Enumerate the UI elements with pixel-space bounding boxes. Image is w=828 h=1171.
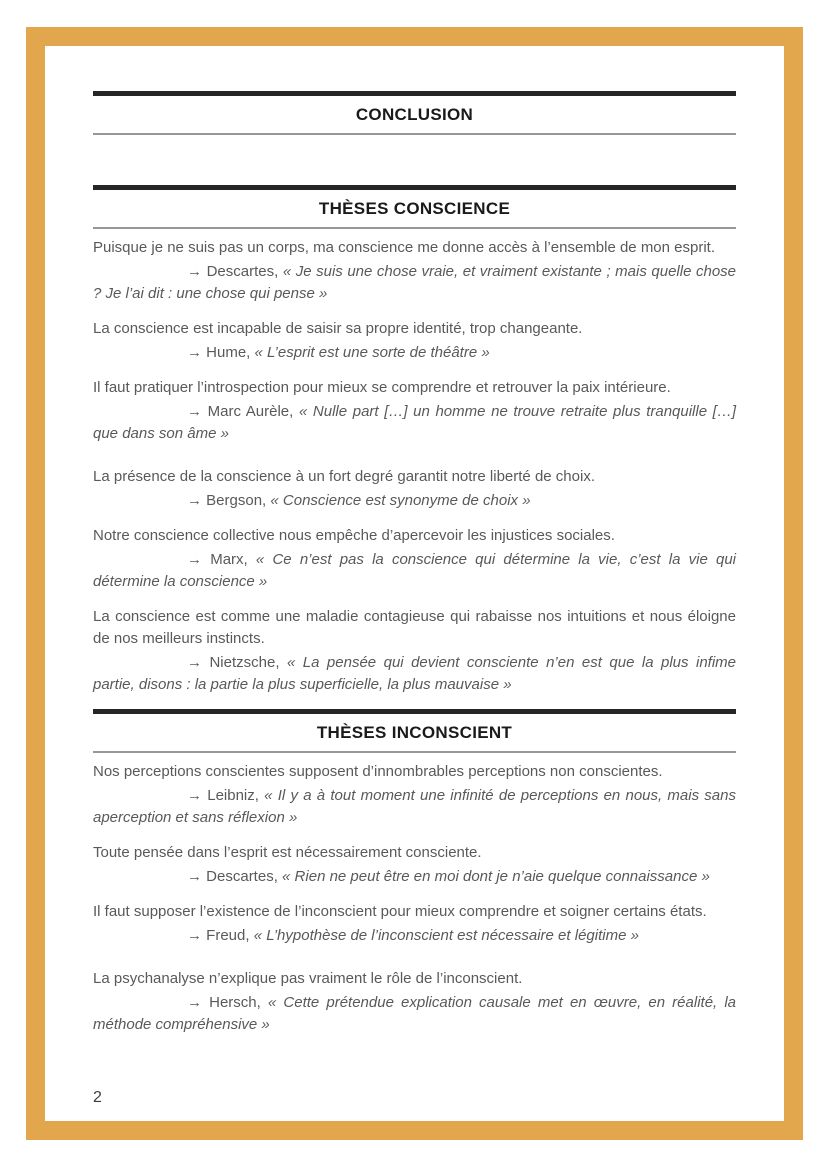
thesis <box>93 761 736 829</box>
page-number: 2 <box>93 1089 102 1106</box>
thesis-statement: Il faut supposer l’existence de l’inconscient pour mieux comprendre et soigner certains états. <box>93 903 707 920</box>
thesis <box>93 842 736 888</box>
thesis-quote-line <box>93 401 736 445</box>
page-title: CONCLUSION <box>355 105 474 124</box>
philosopher-name: Bergson, <box>206 492 267 509</box>
philosopher-name: Nietzsche, <box>209 654 280 671</box>
arrow-icon: → <box>187 492 202 509</box>
thesis-statement: Il faut pratiquer l’introspection pour mieux se comprendre et retrouver la paix intérieure. <box>93 379 671 396</box>
section-header-conclusion <box>93 91 736 135</box>
theses-conscience <box>93 237 736 696</box>
quote-text: « Ce n’est pas la conscience qui détermine la vie, c’est la vie qui détermine la conscience » <box>93 551 736 590</box>
arrow-icon: → <box>187 344 202 361</box>
philosopher-name: Hersch, <box>209 994 261 1011</box>
thesis-quote-line <box>93 992 736 1036</box>
arrow-icon: → <box>187 868 202 885</box>
arrow-icon: → <box>187 994 202 1011</box>
section-title-conscience: THÈSES CONSCIENCE <box>318 199 511 218</box>
thesis-quote-line <box>93 490 736 512</box>
quote-text: « L’hypothèse de l’inconscient est nécessaire et légitime » <box>253 927 639 944</box>
thesis-quote-line <box>93 652 736 696</box>
thesis-quote-line <box>93 342 736 364</box>
arrow-icon: → <box>187 551 202 568</box>
arrow-icon: → <box>187 787 202 804</box>
thesis <box>93 901 736 947</box>
page-border-frame <box>26 27 803 1140</box>
section-header-conscience <box>93 185 736 229</box>
thesis-statement: Puisque je ne suis pas un corps, ma conscience me donne accès à l’ensemble de mon esprit. <box>93 239 716 256</box>
philosopher-name: Descartes, <box>206 868 278 885</box>
thesis <box>93 466 736 512</box>
quote-text: « Cette prétendue explication causale met en œuvre, en réalité, la méthode compréhensive » <box>93 994 736 1033</box>
section-header-inconscient <box>93 709 736 753</box>
thesis <box>93 377 736 445</box>
quote-text: « Il y a à tout moment une infinité de perceptions en nous, mais sans aperception et sans réflexion » <box>93 787 736 826</box>
thesis <box>93 606 736 696</box>
section-title-inconscient: THÈSES INCONSCIENT <box>316 723 513 742</box>
thesis-statement: La présence de la conscience à un fort degré garantit notre liberté de choix. <box>93 468 595 485</box>
arrow-icon: → <box>187 263 202 280</box>
thesis-quote-line <box>93 866 736 888</box>
header-bottom-rule <box>93 751 736 753</box>
arrow-icon: → <box>187 654 202 671</box>
header-top-rule <box>93 91 736 96</box>
header-bottom-rule <box>93 133 736 135</box>
quote-text: « L’esprit est une sorte de théâtre » <box>254 344 490 361</box>
philosopher-name: Leibniz, <box>207 787 259 804</box>
philosopher-name: Descartes, <box>206 263 279 280</box>
philosopher-name: Marx, <box>210 551 248 568</box>
thesis-statement: La conscience est incapable de saisir sa propre identité, trop changeante. <box>93 320 583 337</box>
thesis <box>93 525 736 593</box>
thesis-statement: La conscience est comme une maladie contagieuse qui rabaisse nos intuitions et nous éloigne de nos meilleurs instincts. <box>93 608 736 647</box>
philosopher-name: Marc Aurèle, <box>207 403 294 420</box>
thesis-statement: Notre conscience collective nous empêche d’apercevoir les injustices sociales. <box>93 527 615 544</box>
quote-text: « La pensée qui devient consciente n’en est que la plus infime partie, disons : la partie la plus superficielle, la plus mauvaise » <box>93 654 736 693</box>
quote-text: « Rien ne peut être en moi dont je n’aie quelque connaissance » <box>282 868 710 885</box>
header-top-rule <box>93 709 736 714</box>
quote-text: « Conscience est synonyme de choix » <box>270 492 531 509</box>
arrow-icon: → <box>187 403 202 420</box>
philosopher-name: Hume, <box>206 344 251 361</box>
thesis-statement: Toute pensée dans l’esprit est nécessairement consciente. <box>93 844 482 861</box>
thesis-statement: La psychanalyse n’explique pas vraiment le rôle de l’inconscient. <box>93 970 523 987</box>
philosopher-name: Freud, <box>206 927 250 944</box>
thesis-quote-line <box>93 925 736 947</box>
quote-text: « Je suis une chose vraie, et vraiment existante ; mais quelle chose ? Je l’ai dit : une chose qui pense » <box>93 263 736 302</box>
theses-inconscient <box>93 761 736 1036</box>
thesis <box>93 318 736 364</box>
thesis-quote-line <box>93 261 736 305</box>
thesis <box>93 968 736 1036</box>
arrow-icon: → <box>187 927 202 944</box>
header-bottom-rule <box>93 227 736 229</box>
thesis <box>93 237 736 305</box>
header-top-rule <box>93 185 736 190</box>
thesis-quote-line <box>93 785 736 829</box>
thesis-statement: Nos perceptions conscientes supposent d’innombrables perceptions non conscientes. <box>93 763 663 780</box>
quote-text: « Nulle part […] un homme ne trouve retraite plus tranquille […] que dans son âme » <box>93 403 737 442</box>
page-content <box>45 46 784 1121</box>
thesis-quote-line <box>93 549 736 593</box>
